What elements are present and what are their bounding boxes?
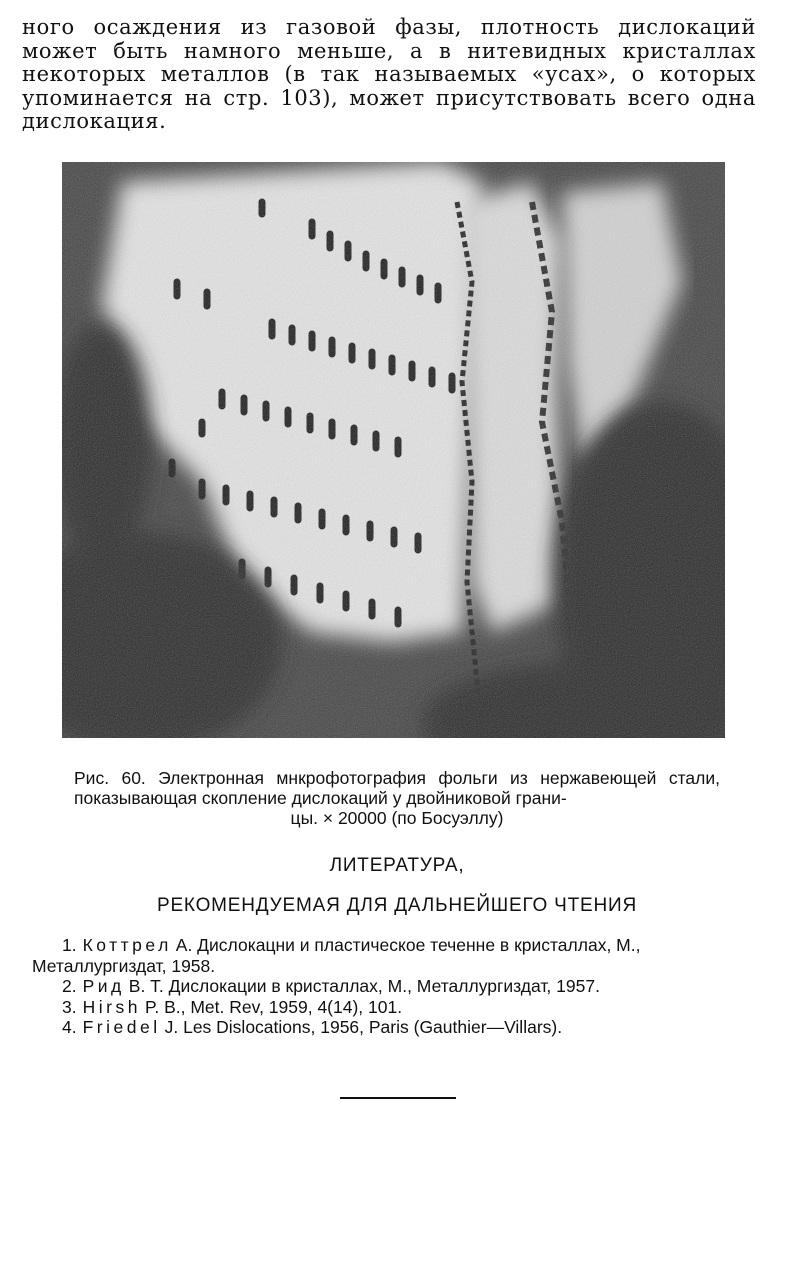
reference-number: 3. <box>62 996 77 1017</box>
reference-item <box>32 935 777 976</box>
reference-text: P. B., Met. Rev, 1959, 4(14), 101. <box>144 996 403 1017</box>
micrograph-svg <box>62 162 725 738</box>
references-list <box>32 935 777 1038</box>
references-subheading: РЕКОМЕНДУЕМАЯ ДЛЯ ДАЛЬНЕЙШЕГО ЧТЕНИЯ <box>156 895 637 916</box>
reference-number: 1. <box>62 935 77 955</box>
caption-last-line: цы. × 20000 (по Босуэллу) <box>290 808 504 828</box>
reference-item <box>32 976 777 997</box>
caption-main: Рис. 60. Электронная мнкрофотография фольги из нержавеющей стали, показывающая скопление дислокаций у двойниковой грани- <box>74 768 720 808</box>
body-paragraph: ного осаждения из газовой фазы, плотность дислокаций может быть намного меньше, а в нитевидных кристаллах некоторых металлов (в так называемых «усах», о которых упоминается на стр. 103), может присутствовать всего одна дислокация. <box>22 15 756 133</box>
reference-item <box>32 1017 777 1038</box>
reference-author: Friedel <box>82 1017 161 1037</box>
reference-text: J. Les Dislocations, 1956, Paris (Gauthier—Villars). <box>164 1017 563 1037</box>
film-grain <box>62 162 725 738</box>
reference-item <box>32 997 777 1018</box>
reference-text: В. Т. Дислокации в кристаллах, М., Металлургиздат, 1957. <box>128 976 600 996</box>
reference-number: 2. <box>62 976 77 996</box>
reference-number: 4. <box>62 1017 77 1037</box>
end-rule <box>340 1097 456 1099</box>
references-heading: ЛИТЕРАТУРА, <box>329 855 465 876</box>
figure-caption <box>74 768 720 828</box>
reference-author: Рид <box>82 976 125 996</box>
micrograph-image <box>62 162 725 738</box>
reference-author: Коттрел <box>82 935 172 955</box>
reference-text: А. Дислокацни и пластическое теченне в кристаллах, М., Металлургиздат, 1958. <box>32 935 641 976</box>
reference-author: Hirsh <box>82 996 141 1017</box>
